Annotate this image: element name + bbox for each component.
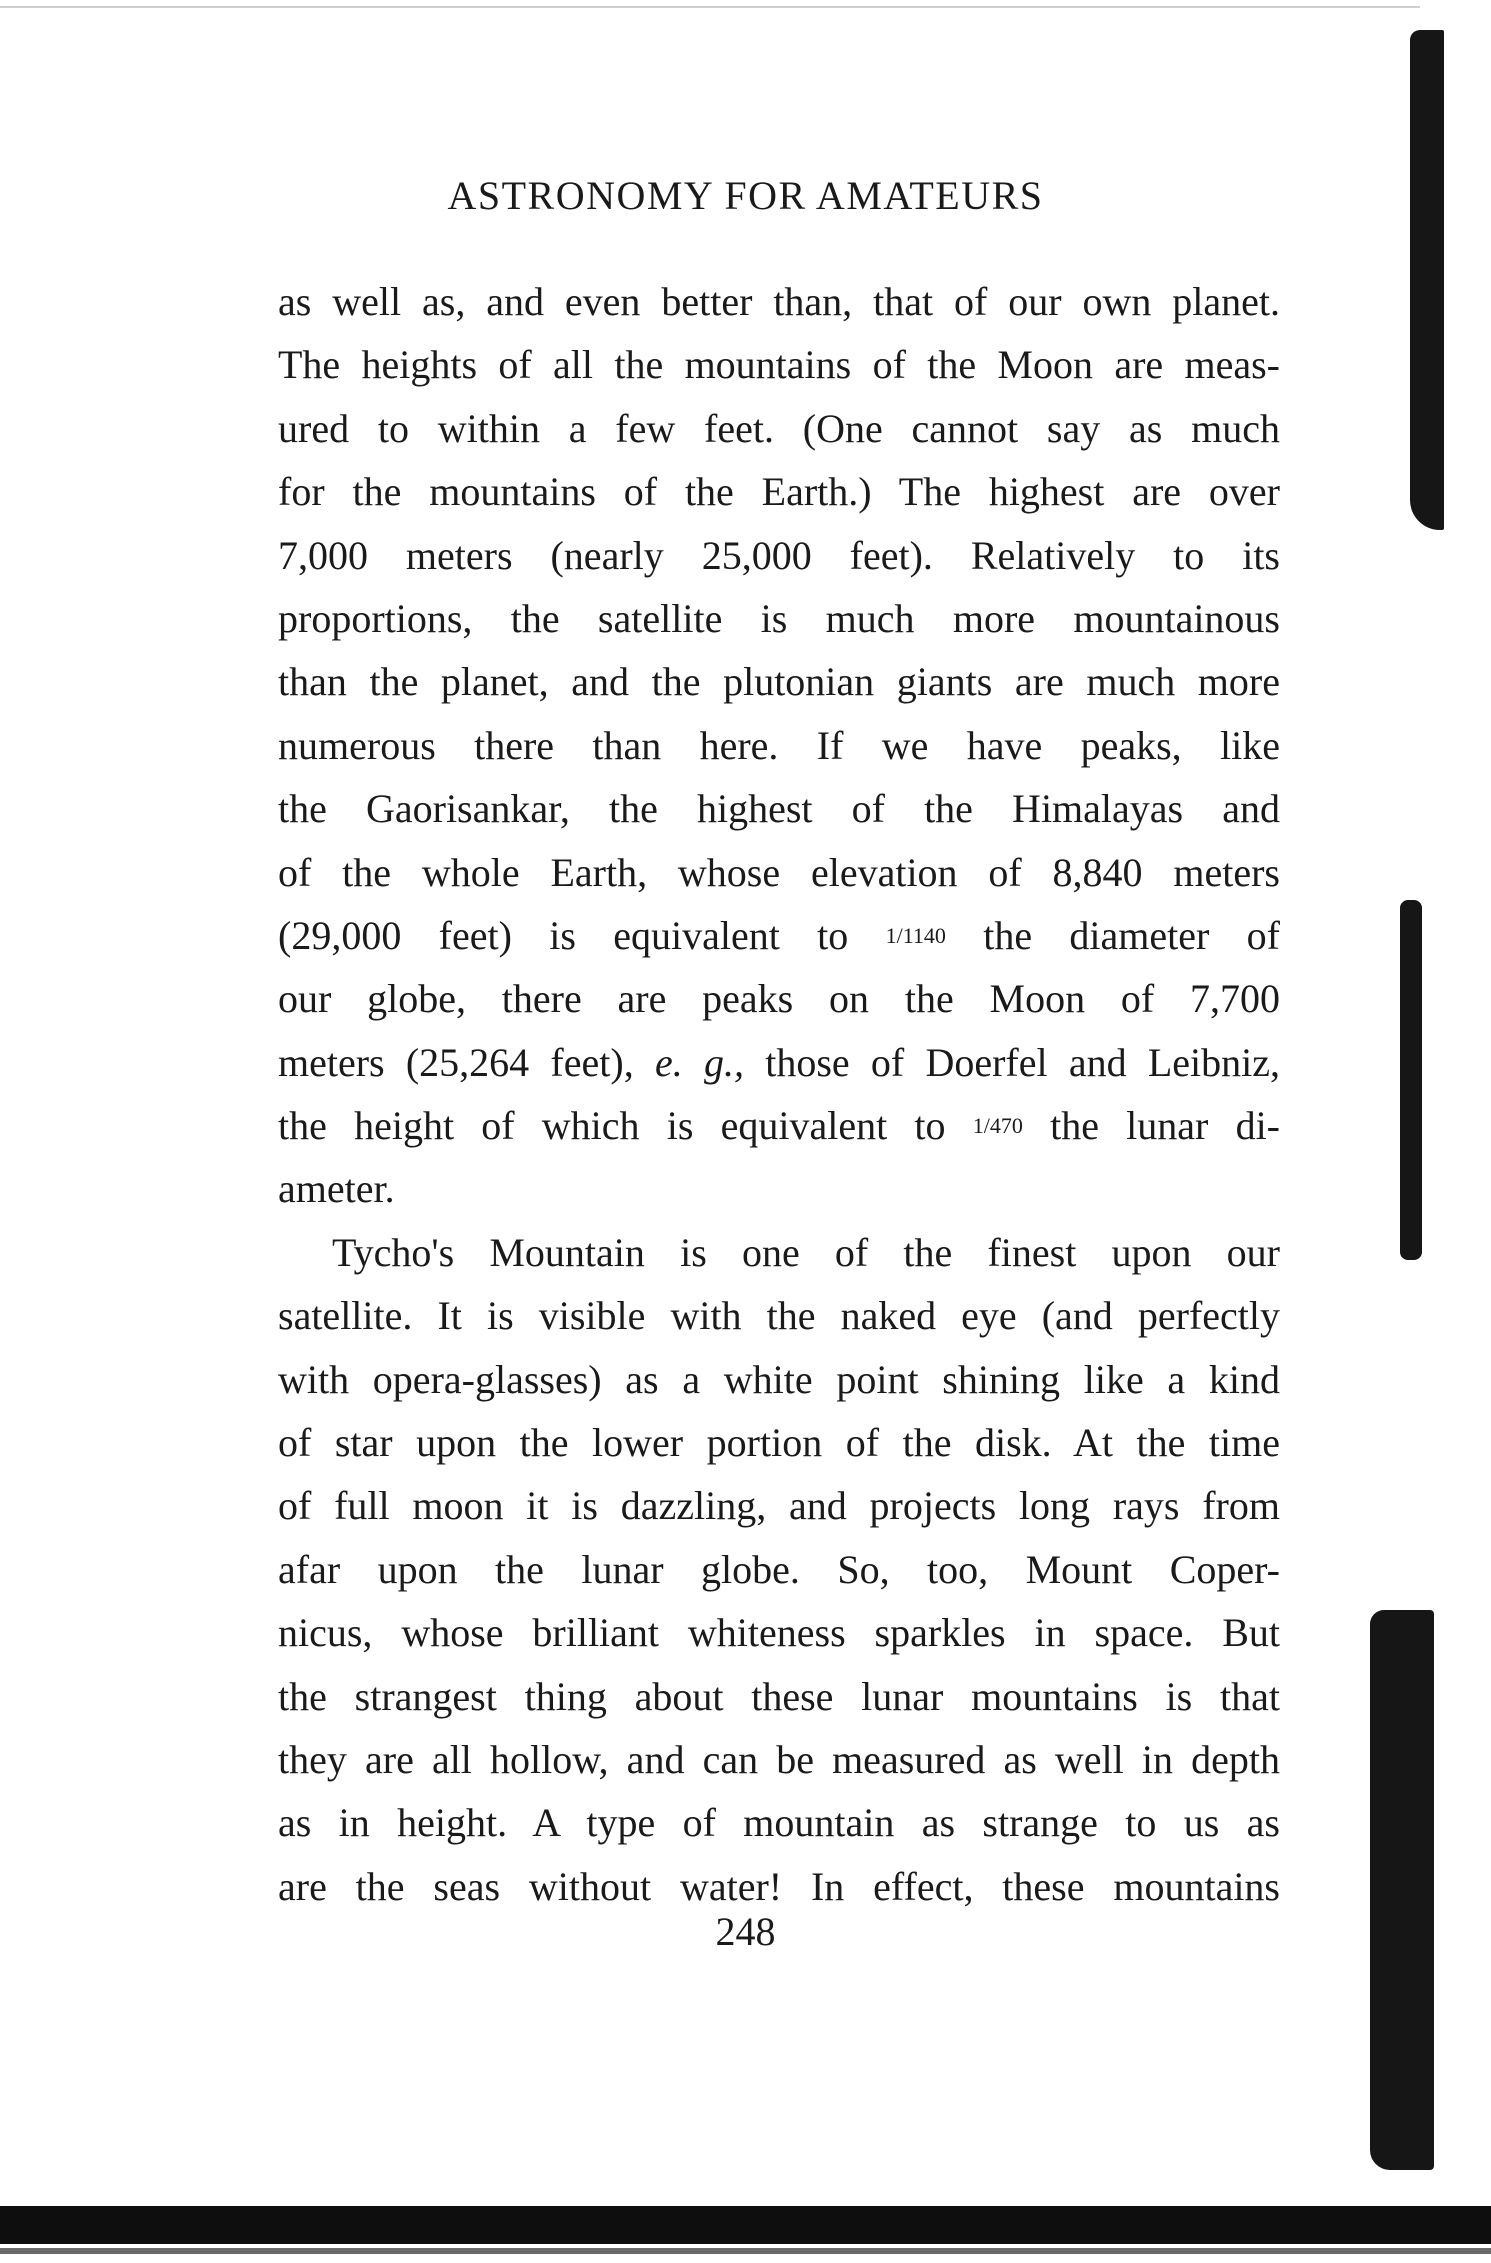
text-line: afar upon the lunar globe. So, too, Mount Coper- (278, 1546, 1280, 1592)
text-line: of the whole Earth, whose elevation of 8,840 meters (278, 849, 1280, 895)
text-segment: the diameter of (983, 912, 1280, 958)
scan-edge-shadow (1400, 900, 1422, 1260)
scan-bottom-edge (0, 2206, 1491, 2244)
text-line: are the seas without water! In effect, these mountains (278, 1863, 1280, 1909)
italic-abbrev: e. g., (654, 1039, 744, 1085)
text-line (278, 1094, 1280, 1157)
text-segment: those of Doerfel and Leibniz, (765, 1039, 1281, 1085)
scan-top-rule (0, 6, 1420, 8)
text-line: they are all hollow, and can be measured as well in depth (278, 1736, 1280, 1782)
text-segment: the lunar di- (1050, 1103, 1281, 1149)
text-line (278, 904, 1280, 967)
scan-edge-shadow (1410, 30, 1444, 530)
text-line: our globe, there are peaks on the Moon of 7,700 (278, 976, 1280, 1022)
running-head: ASTRONOMY FOR AMATEURS (447, 173, 1044, 218)
text-line: the strangest thing about these lunar mountains is that (278, 1673, 1280, 1719)
text-line: for the mountains of the Earth.) The highest are over (278, 469, 1280, 515)
text-segment: (29,000 feet) is equivalent to (278, 912, 849, 958)
text-line: The heights of all the mountains of the Moon are meas- (278, 342, 1280, 388)
text-segment: the height of which is equivalent to (278, 1103, 946, 1149)
text-line: than the planet, and the plutonian giants are much more (278, 659, 1280, 705)
scan-bottom-edge (0, 2248, 1491, 2254)
text-line: as well as, and even better than, that of our own planet. (278, 279, 1280, 324)
text-line: ameter. (278, 1166, 395, 1212)
body-text (278, 270, 1280, 1918)
text-line: of star upon the lower portion of the disk. At the time (278, 1420, 1280, 1466)
text-line: Tycho's Mountain is one of the finest upon our (332, 1229, 1280, 1275)
text-line: as in height. A type of mountain as strange to us as (278, 1800, 1280, 1846)
page-number: 248 (715, 1909, 776, 1954)
text-line: the Gaorisankar, the highest of the Himalayas and (278, 786, 1280, 832)
text-line: of full moon it is dazzling, and projects long rays from (278, 1483, 1280, 1529)
text-line: with opera-glasses) as a white point shining like a kind (278, 1356, 1280, 1402)
text-line: numerous there than here. If we have peaks, like (278, 722, 1280, 768)
fraction: 1/470 (972, 1113, 1023, 1139)
text-line: satellite. It is visible with the naked eye (and perfectly (278, 1293, 1280, 1339)
text-line: ured to within a few feet. (One cannot say as much (278, 405, 1280, 451)
text-line (278, 1031, 1280, 1094)
text-line: nicus, whose brilliant whiteness sparkles in space. But (278, 1610, 1280, 1656)
text-segment: meters (25,264 feet), (278, 1039, 634, 1085)
text-line: proportions, the satellite is much more mountainous (278, 595, 1280, 641)
fraction: 1/1140 (885, 922, 946, 948)
scan-edge-shadow (1370, 1610, 1434, 2170)
text-line: 7,000 meters (nearly 25,000 feet). Relatively to its (278, 532, 1280, 578)
